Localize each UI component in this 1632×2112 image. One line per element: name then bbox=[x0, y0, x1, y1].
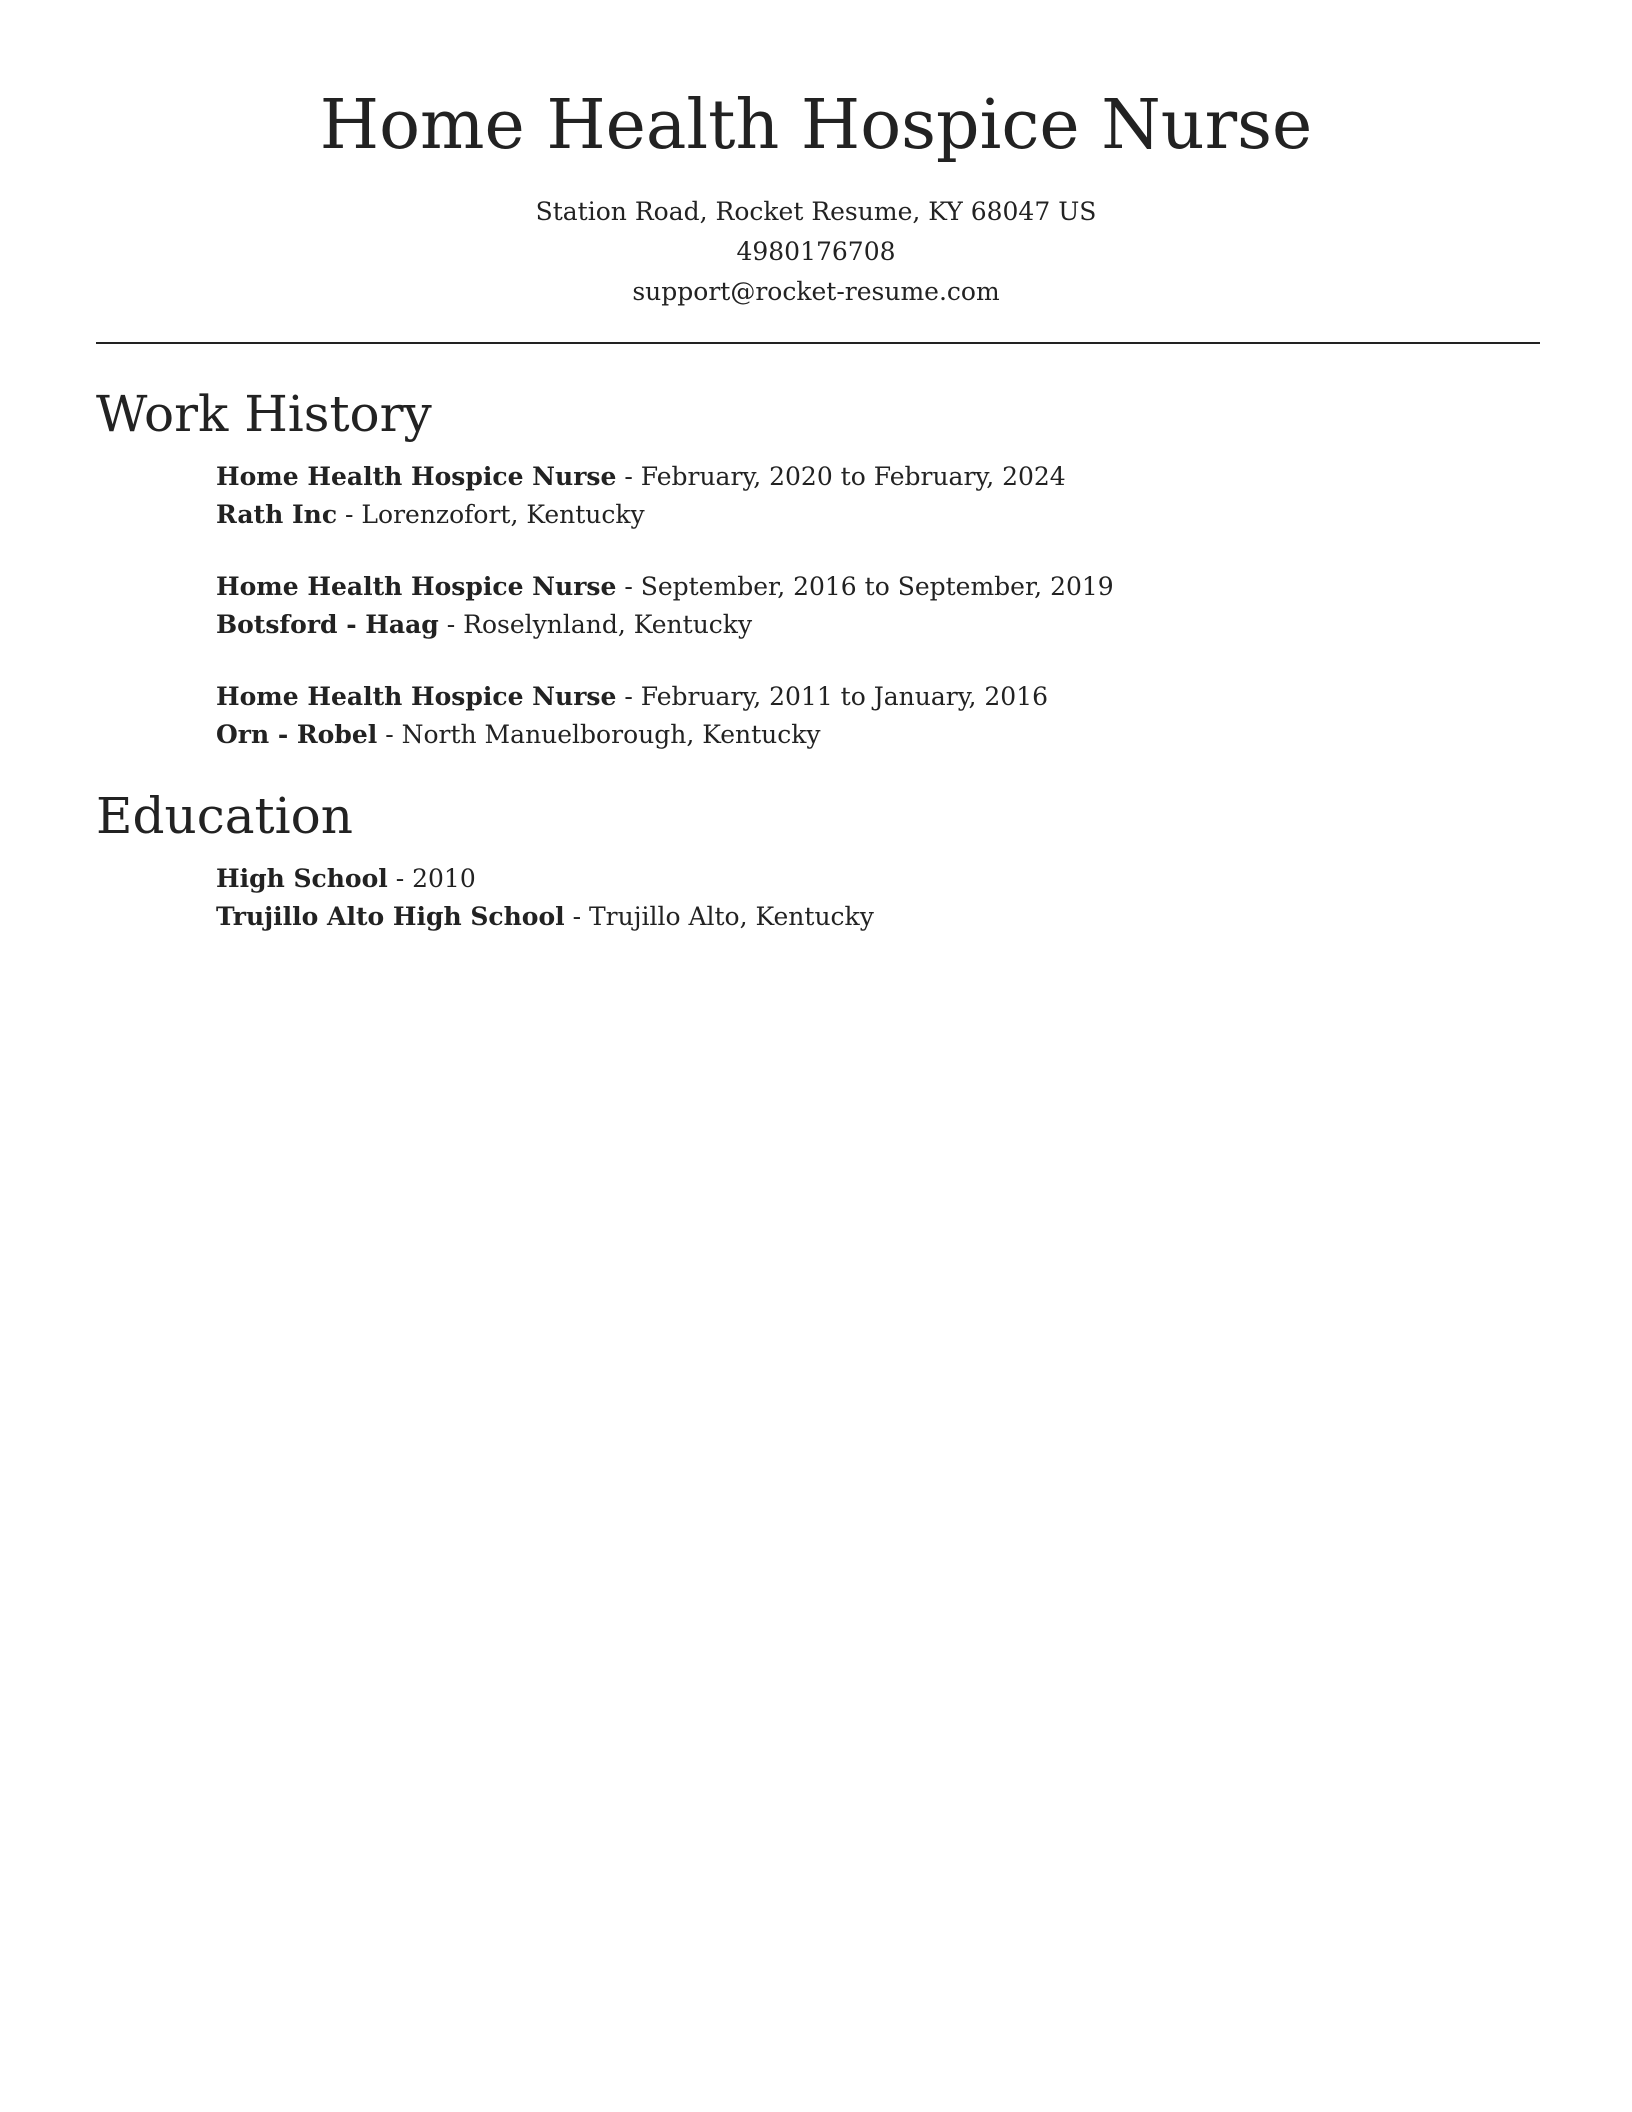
job-location: - Lorenzofort, Kentucky bbox=[337, 500, 645, 529]
job-role: Home Health Hospice Nurse bbox=[216, 462, 617, 491]
school-name: Trujillo Alto High School bbox=[216, 902, 565, 931]
employer: Orn - Robel bbox=[216, 720, 378, 749]
section-title-work-history: Work History bbox=[96, 385, 432, 443]
section-title-education: Education bbox=[96, 787, 353, 845]
employer: Rath Inc bbox=[216, 500, 338, 529]
work-entry-line-2 bbox=[216, 606, 1396, 644]
graduation-year: - 2010 bbox=[387, 864, 476, 893]
header-divider bbox=[96, 342, 1540, 344]
candidate-name: Home Health Hospice Nurse bbox=[319, 86, 1313, 165]
work-entry-line-2 bbox=[216, 496, 1396, 534]
education-entry bbox=[216, 860, 1396, 936]
work-history-section bbox=[96, 382, 1396, 754]
education-entry-line-2 bbox=[216, 898, 1396, 936]
education-section bbox=[96, 784, 1396, 936]
employer: Botsford - Haag bbox=[216, 610, 439, 639]
address: Station Road, Rocket Resume, KY 68047 US bbox=[535, 197, 1097, 226]
job-dates: - February, 2011 to January, 2016 bbox=[616, 682, 1049, 711]
email: support@rocket-resume.com bbox=[632, 277, 1000, 306]
school-location: - Trujillo Alto, Kentucky bbox=[564, 902, 874, 931]
job-location: - Roselynland, Kentucky bbox=[438, 610, 753, 639]
job-role: Home Health Hospice Nurse bbox=[216, 572, 617, 601]
work-entry-line-1 bbox=[216, 458, 1396, 496]
job-dates: - September, 2016 to September, 2019 bbox=[616, 572, 1114, 601]
job-role: Home Health Hospice Nurse bbox=[216, 682, 617, 711]
work-entry bbox=[216, 678, 1396, 754]
education-entries bbox=[216, 860, 1396, 936]
work-entry bbox=[216, 568, 1396, 644]
job-location: - North Manuelborough, Kentucky bbox=[377, 720, 821, 749]
work-entry-line-1 bbox=[216, 678, 1396, 716]
work-entry bbox=[216, 458, 1396, 534]
contact-info bbox=[0, 192, 1632, 312]
work-entry-line-2 bbox=[216, 716, 1396, 754]
resume-header bbox=[0, 84, 1632, 312]
education-entry-line-1 bbox=[216, 860, 1396, 898]
work-history-entries bbox=[216, 458, 1396, 754]
degree: High School bbox=[216, 864, 388, 893]
work-entry-line-1 bbox=[216, 568, 1396, 606]
phone: 4980176708 bbox=[736, 237, 896, 266]
job-dates: - February, 2020 to February, 2024 bbox=[616, 462, 1066, 491]
